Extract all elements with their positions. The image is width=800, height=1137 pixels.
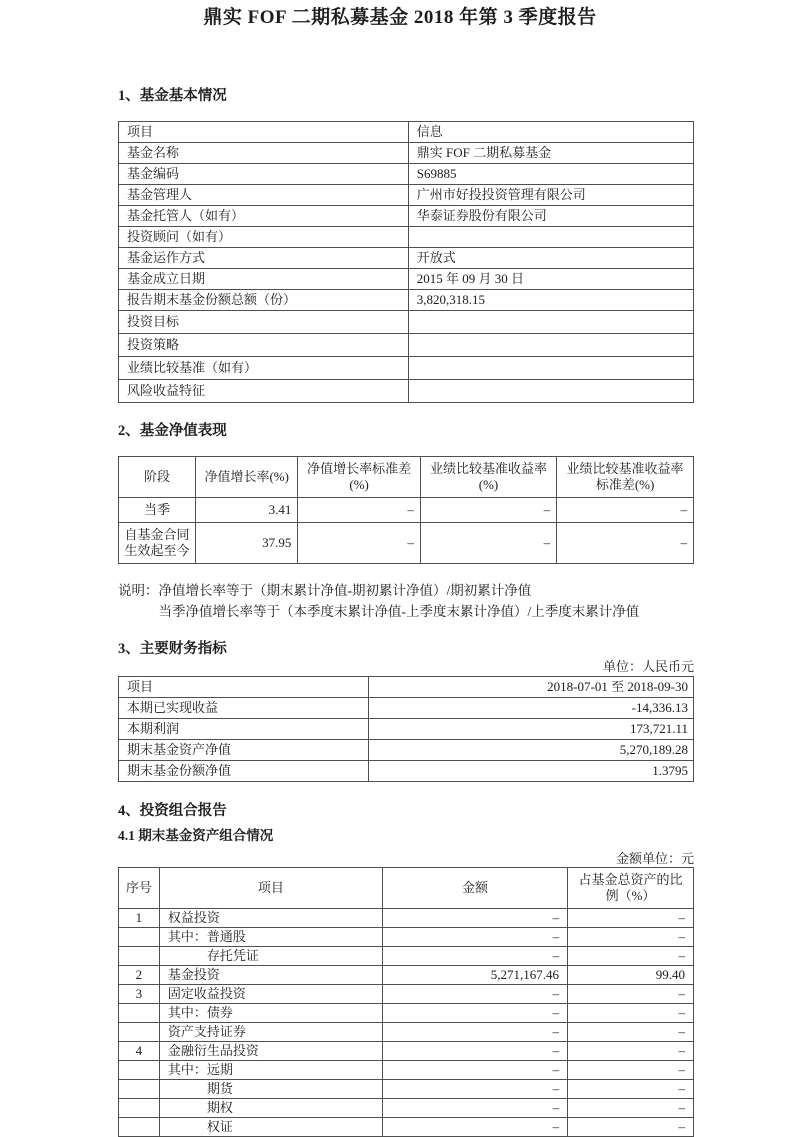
ratio-cell: – [568, 1099, 694, 1118]
notes-prefix: 说明： [118, 583, 159, 598]
report-content [118, 87, 694, 1137]
amount-cell: – [382, 1061, 567, 1080]
column-header: 业绩比较基准收益率标准差(%) [557, 457, 694, 498]
benchmark-cell: – [420, 523, 556, 564]
row-label: 风险收益特征 [119, 380, 409, 403]
item-cell: 基金投资 [159, 966, 382, 985]
no-cell [119, 1099, 160, 1118]
ratio-cell: – [568, 1080, 694, 1099]
period-cell: 自基金合同生效起至今 [119, 523, 196, 564]
column-header: 金额 [382, 868, 567, 909]
no-cell: 1 [119, 909, 160, 928]
row-label: 投资目标 [119, 311, 409, 334]
amount-cell: – [382, 1080, 567, 1099]
column-header: 项目 [159, 868, 382, 909]
row-label: 基金成立日期 [119, 269, 409, 290]
amount-cell: – [382, 1042, 567, 1061]
no-cell: 4 [119, 1042, 160, 1061]
table-row [119, 1004, 694, 1023]
table-row [119, 248, 694, 269]
ratio-cell: 99.40 [568, 966, 694, 985]
amount-cell: – [382, 985, 567, 1004]
row-label: 项目 [119, 122, 409, 143]
item-cell: 金融衍生品投资 [159, 1042, 382, 1061]
table-row [119, 227, 694, 248]
no-cell [119, 1080, 160, 1099]
row-label: 期末基金资产净值 [119, 740, 369, 761]
row-value: 鼎实 FOF 二期私募基金 [408, 143, 693, 164]
no-cell: 2 [119, 966, 160, 985]
table-row [119, 380, 694, 403]
ratio-cell: – [568, 1004, 694, 1023]
no-cell [119, 947, 160, 966]
item-cell: 其中：债券 [159, 1004, 382, 1023]
table-row [119, 947, 694, 966]
row-label: 基金管理人 [119, 185, 409, 206]
growth-std-cell: – [298, 523, 420, 564]
item-cell: 存托凭证 [159, 947, 382, 966]
financial-table [118, 676, 694, 782]
column-header: 净值增长率(%) [196, 457, 298, 498]
row-label: 项目 [119, 677, 369, 698]
row-label: 本期利润 [119, 719, 369, 740]
row-value: 173,721.11 [369, 719, 694, 740]
section-heading-financial: 3、主要财务指标 [118, 641, 227, 657]
table-row [119, 698, 694, 719]
table-row [119, 740, 694, 761]
table-row [119, 122, 694, 143]
row-label: 投资顾问（如有） [119, 227, 409, 248]
amount-cell: – [382, 1004, 567, 1023]
column-header: 序号 [119, 868, 160, 909]
column-header: 占基金总资产的比例（%） [568, 868, 694, 909]
ratio-cell: – [568, 1061, 694, 1080]
item-cell: 资产支持证券 [159, 1023, 382, 1042]
item-cell: 期货 [159, 1080, 382, 1099]
row-label: 报告期末基金份额总额（份） [119, 290, 409, 311]
row-value [408, 311, 693, 334]
section-heading-nav-performance: 2、基金净值表现 [118, 423, 227, 439]
row-label: 基金编码 [119, 164, 409, 185]
ratio-cell: – [568, 909, 694, 928]
row-value: 2018-07-01 至 2018-09-30 [369, 677, 694, 698]
amount-cell: – [382, 1023, 567, 1042]
section-heading-portfolio: 4、投资组合报告 [118, 803, 227, 819]
item-cell: 其中：远期 [159, 1061, 382, 1080]
unit-label-financial: 单位：人民币元 [602, 659, 694, 674]
no-cell [119, 1061, 160, 1080]
ratio-cell: – [568, 1118, 694, 1137]
ratio-cell: – [568, 1023, 694, 1042]
row-value: S69885 [408, 164, 693, 185]
no-cell [119, 928, 160, 947]
table-header-row [119, 868, 694, 909]
table-row [119, 677, 694, 698]
growth-cell: 3.41 [196, 498, 298, 523]
row-value: -14,336.13 [369, 698, 694, 719]
row-label: 业绩比较基准（如有） [119, 357, 409, 380]
row-label: 基金名称 [119, 143, 409, 164]
table-row [119, 719, 694, 740]
growth-std-cell: – [298, 498, 420, 523]
row-value: 广州市好投投资管理有限公司 [408, 185, 693, 206]
benchmark-cell: – [420, 498, 556, 523]
table-row [119, 1099, 694, 1118]
table-header-row [119, 457, 694, 498]
row-value [408, 334, 693, 357]
table-row [119, 143, 694, 164]
unit-label-portfolio: 金额单位：元 [615, 851, 694, 866]
table-row [119, 290, 694, 311]
notes-body [159, 580, 640, 622]
no-cell [119, 1004, 160, 1023]
nav-notes [118, 580, 694, 622]
table-row [119, 523, 694, 564]
row-value: 3,820,318.15 [408, 290, 693, 311]
row-value: 信息 [408, 122, 693, 143]
notes-line-1: 净值增长率等于（期末累计净值-期初累计净值）/期初累计净值 [158, 583, 532, 598]
amount-cell: – [382, 1099, 567, 1118]
amount-cell: – [382, 909, 567, 928]
table-row [119, 269, 694, 290]
row-value: 1.3795 [369, 761, 694, 782]
growth-cell: 37.95 [196, 523, 298, 564]
table-row [119, 311, 694, 334]
item-cell: 其中：普通股 [159, 928, 382, 947]
row-value: 5,270,189.28 [369, 740, 694, 761]
benchmark-std-cell: – [557, 498, 694, 523]
basic-info-table [118, 121, 694, 403]
table-row [119, 185, 694, 206]
table-row [119, 985, 694, 1004]
amount-cell: 5,271,167.46 [382, 966, 567, 985]
table-row [119, 206, 694, 227]
period-cell: 当季 [119, 498, 196, 523]
amount-cell: – [382, 1118, 567, 1137]
table-row [119, 909, 694, 928]
amount-cell: – [382, 947, 567, 966]
no-cell [119, 1023, 160, 1042]
subsection-heading-asset-composition: 4.1 期末基金资产组合情况 [118, 828, 274, 843]
row-label: 基金运作方式 [119, 248, 409, 269]
row-value [408, 380, 693, 403]
table-row [119, 498, 694, 523]
report-title: 鼎实 FOF 二期私募基金 2018 年第 3 季度报告 [203, 7, 597, 28]
table-row [119, 761, 694, 782]
table-row [119, 928, 694, 947]
table-row [119, 334, 694, 357]
row-value: 开放式 [408, 248, 693, 269]
amount-cell: – [382, 928, 567, 947]
column-header: 净值增长率标准差(%) [298, 457, 420, 498]
table-row [119, 1061, 694, 1080]
table-row [119, 1080, 694, 1099]
row-label: 期末基金份额净值 [119, 761, 369, 782]
table-row [119, 966, 694, 985]
item-cell: 固定收益投资 [159, 985, 382, 1004]
table-row [119, 1023, 694, 1042]
row-value: 2015 年 09 月 30 日 [408, 269, 693, 290]
item-cell: 权益投资 [159, 909, 382, 928]
row-label: 本期已实现收益 [119, 698, 369, 719]
no-cell: 3 [119, 985, 160, 1004]
benchmark-std-cell: – [557, 523, 694, 564]
row-value [408, 357, 693, 380]
table-row [119, 1042, 694, 1061]
row-value [408, 227, 693, 248]
item-cell: 权证 [159, 1118, 382, 1137]
nav-performance-table [118, 456, 694, 564]
row-label: 基金托管人（如有） [119, 206, 409, 227]
ratio-cell: – [568, 1042, 694, 1061]
row-value: 华泰证券股份有限公司 [408, 206, 693, 227]
no-cell [119, 1118, 160, 1137]
row-label: 投资策略 [119, 334, 409, 357]
column-header: 阶段 [119, 457, 196, 498]
item-cell: 期权 [159, 1099, 382, 1118]
table-row [119, 1118, 694, 1137]
portfolio-table [118, 867, 694, 1137]
table-row [119, 164, 694, 185]
section-heading-basic-info: 1、基金基本情况 [118, 88, 227, 104]
ratio-cell: – [568, 928, 694, 947]
column-header: 业绩比较基准收益率(%) [420, 457, 556, 498]
ratio-cell: – [568, 947, 694, 966]
ratio-cell: – [568, 985, 694, 1004]
notes-line-2: 当季净值增长率等于（本季度末累计净值-上季度末累计净值）/上季度末累计净值 [158, 604, 640, 619]
report-page [0, 6, 800, 1137]
table-row [119, 357, 694, 380]
